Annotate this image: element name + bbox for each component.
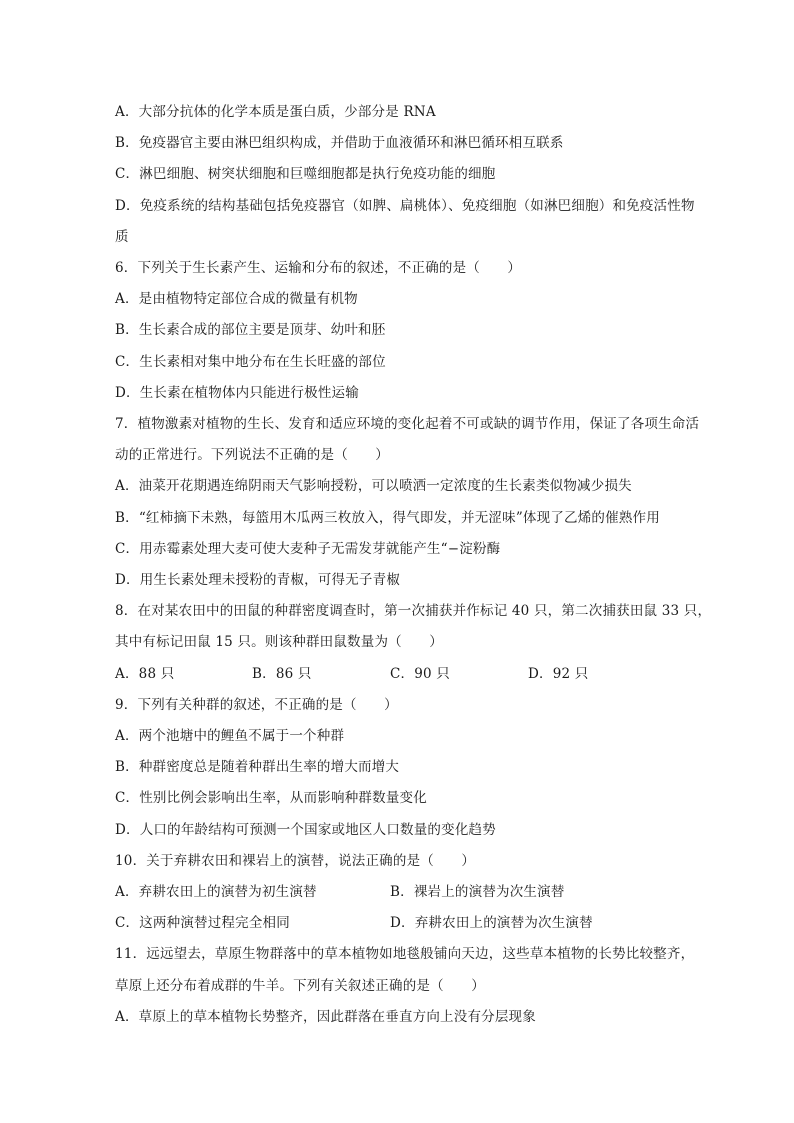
q5-option-d-line2: 质 [115,229,129,245]
q6-option-a: A．是由植物特定部位合成的微量有机物 [115,291,358,307]
q8-stem-line2: 其中有标记田鼠 15 只。则该种群田鼠数量为（ ） [115,634,443,650]
q7-option-c: C．用赤霉素处理大麦可使大麦种子无需发芽就能产生“−淀粉酶 [115,541,501,557]
q10-stem: 10．关于弃耕农田和裸岩上的演替，说法正确的是（ ） [115,853,476,869]
q8-option-a: A．88 只 [115,666,175,682]
q11-stem-line1: 11．远远望去，草原生物群落中的草本植物如地毯般铺向天边，这些草本植物的长势比较整齐， [115,946,695,962]
q6-option-d: D．生长素在植物体内只能进行极性运输 [115,385,359,401]
q5-option-b: B．免疫器官主要由淋巴组织构成，并借助于血液循环和淋巴循环相互联系 [115,135,564,151]
q10-option-b: B．裸岩上的演替为次生演替 [390,884,565,900]
q6-option-c: C．生长素相对集中地分布在生长旺盛的部位 [115,354,386,370]
q5-option-a: A．大部分抗体的化学本质是蛋白质，少部分是 RNA [115,104,436,120]
q9-option-b: B．种群密度总是随着种群出生率的增大而增大 [115,759,400,775]
q8-stem-line1: 8．在对某农田中的田鼠的种群密度调查时，第一次捕获并作标记 40 只，第二次捕获田鼠 33 只， [115,603,712,619]
q10-option-d: D．弃耕农田上的演替为次生演替 [390,915,593,931]
q9-option-d: D．人口的年龄结构可预测一个国家或地区人口数量的变化趋势 [115,822,496,838]
q7-option-b: B．“红柿摘下未熟，每篮用木瓜两三枚放入，得气即发，并无涩味”体现了乙烯的催熟作用 [115,510,660,526]
q7-stem-line2: 动的正常进行。下列说法不正确的是（ ） [115,447,389,463]
q5-option-d-line1: D．免疫系统的结构基础包括免疫器官（如脾、扁桃体）、免疫细胞（如淋巴细胞）和免疫活性物 [115,198,695,214]
q6-option-b: B．生长素合成的部位主要是顶芽、幼叶和胚 [115,322,386,338]
q9-option-a: A．两个池塘中的鲤鱼不属于一个种群 [115,728,345,744]
q7-stem-line1: 7．植物激素对植物的生长、发育和适应环境的变化起着不可或缺的调节作用，保证了各项生命活 [115,416,700,432]
q5-option-c: C．淋巴细胞、树突状细胞和巨噬细胞都是执行免疫功能的细胞 [115,166,496,182]
q10-option-c: C．这两种演替过程完全相同 [115,915,290,931]
q9-stem: 9．下列有关种群的叙述，不正确的是（ ） [115,697,398,713]
q7-option-a: A．油菜开花期遇连绵阴雨天气影响授粉，可以喷洒一定浓度的生长素类似物减少损失 [115,478,632,494]
q10-option-a: A．弃耕农田上的演替为初生演替 [115,884,317,900]
q6-stem: 6．下列关于生长素产生、运输和分布的叙述，不正确的是（ ） [115,260,522,276]
q7-option-d: D．用生长素处理未授粉的青椒，可得无子青椒 [115,572,401,588]
q11-stem-line2: 草原上还分布着成群的牛羊。下列有关叙述正确的是（ ） [115,978,485,994]
q8-option-d: D．92 只 [528,666,589,682]
q11-option-a: A．草原上的草本植物长势整齐，因此群落在垂直方向上没有分层现象 [115,1009,536,1025]
q8-option-b: B．86 只 [252,666,312,682]
q9-option-c: C．性别比例会影响出生率，从而影响种群数量变化 [115,790,427,806]
q8-option-c: C．90 只 [390,666,450,682]
